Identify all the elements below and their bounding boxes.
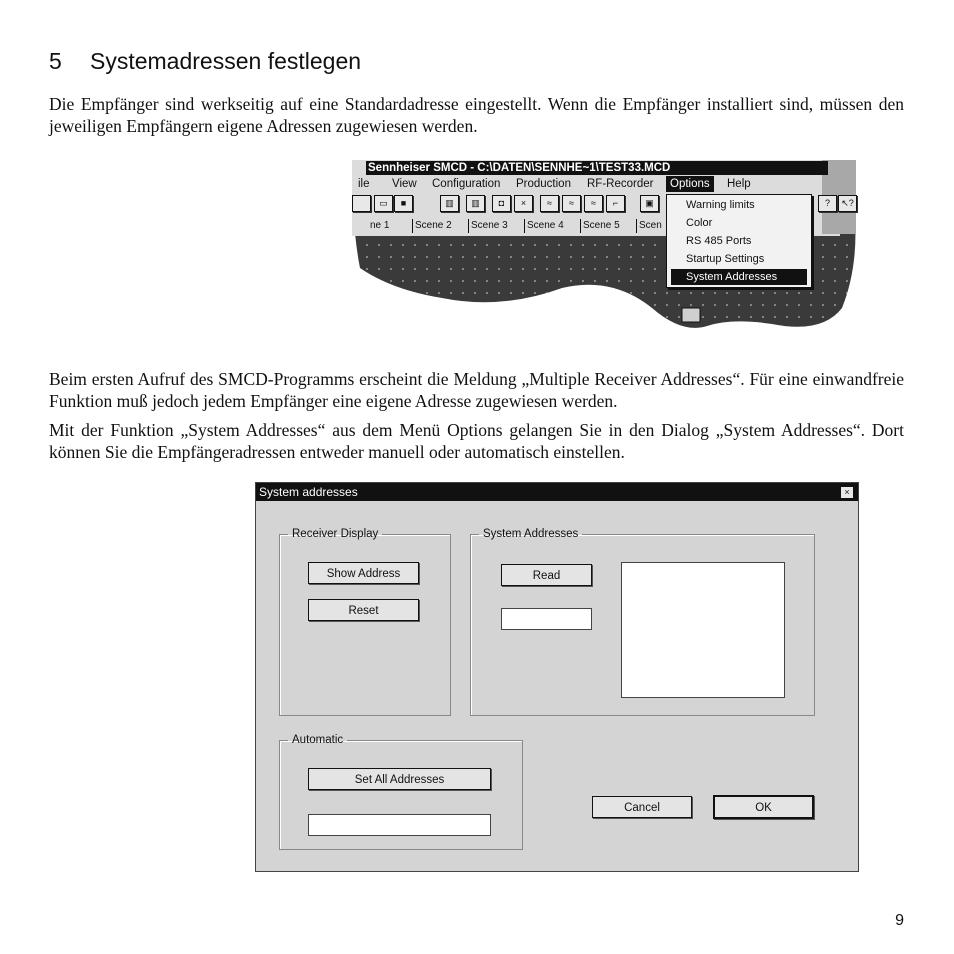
intro-paragraph: Die Empfänger sind werkseitig auf eine Standardadresse eingestellt. Wenn die Empfänger installiert sind, müssen den jeweiligen Empfängern eigene Adressen zugewiesen werden.: [49, 94, 904, 136]
address-listbox[interactable]: [621, 562, 785, 698]
context-help-icon[interactable]: ↖?: [838, 195, 857, 212]
dialog-title-bar: [256, 483, 858, 501]
tab-scene-3[interactable]: Scene 3: [468, 219, 508, 233]
receiver-pair-icon[interactable]: ▥: [466, 195, 485, 212]
menu-item-system-addresses[interactable]: System Addresses: [671, 269, 807, 285]
new-file-icon[interactable]: [352, 195, 371, 212]
tab-scene-1[interactable]: ne 1: [370, 220, 390, 231]
receiver-display-legend: Receiver Display: [292, 528, 379, 540]
app-title-bar: Sennheiser SMCD - C:\DATEN\SENNHE~1\TEST33.MCD: [366, 161, 828, 175]
chart2-icon[interactable]: ≈: [562, 195, 581, 212]
help-icon[interactable]: ?: [818, 195, 837, 212]
mute-icon[interactable]: ×: [514, 195, 533, 212]
receiver-icon[interactable]: ▥: [440, 195, 459, 212]
ok-button[interactable]: OK: [713, 795, 814, 819]
section-title: Systemadressen festlegen: [90, 48, 362, 74]
options-dropdown-menu: [666, 194, 812, 288]
menu-view[interactable]: View: [392, 178, 417, 190]
set-all-addresses-button[interactable]: Set All Addresses: [308, 768, 491, 790]
display-icon[interactable]: ▣: [640, 195, 659, 212]
menu-help[interactable]: Help: [727, 178, 751, 190]
menu-item-startup-settings[interactable]: Startup Settings: [686, 253, 765, 265]
function-paragraph: Mit der Funktion „System Addresses“ aus dem Menü Options gelangen Sie in den Dialog „System Addresses“. Dort können Sie die Empfängeradressen entweder manuell oder automatisch einstellen.: [49, 420, 904, 462]
system-addresses-dialog: [255, 482, 859, 872]
menu-configuration[interactable]: Configuration: [432, 178, 501, 190]
menu-item-color[interactable]: Color: [686, 217, 713, 229]
dialog-title: System addresses: [259, 485, 358, 499]
page-number: 9: [895, 912, 904, 929]
open-folder-icon[interactable]: ▭: [374, 195, 393, 212]
curve-icon[interactable]: ⌐: [606, 195, 625, 212]
menu-rf-recorder[interactable]: RF-Recorder: [587, 178, 654, 190]
close-icon[interactable]: ×: [840, 486, 854, 499]
address-field[interactable]: [501, 608, 592, 630]
reset-button[interactable]: Reset: [308, 599, 419, 621]
tab-scene-4[interactable]: Scene 4: [524, 219, 564, 233]
menu-production[interactable]: Production: [516, 178, 571, 190]
menu-options[interactable]: Options: [666, 176, 714, 192]
read-button[interactable]: Read: [501, 564, 592, 586]
menu-item-rs485-ports[interactable]: RS 485 Ports: [686, 235, 752, 247]
cancel-button[interactable]: Cancel: [592, 796, 692, 818]
automatic-status-field[interactable]: [308, 814, 491, 836]
section-heading: [49, 48, 361, 75]
chart-icon[interactable]: ≈: [540, 195, 559, 212]
first-start-paragraph: Beim ersten Aufruf des SMCD-Programms erscheint die Meldung „Multiple Receiver Addresses“. Für eine einwandfreie Funktion muß jedoch jedem Empfänger eine eigene Adresse zugewiesen werden.: [49, 369, 904, 411]
tab-scene-5[interactable]: Scene 5: [580, 219, 620, 233]
save-disk-icon[interactable]: ■: [394, 195, 413, 212]
automatic-legend: Automatic: [292, 734, 344, 746]
smcd-window-screenshot: [352, 158, 858, 332]
menu-item-warning-limits[interactable]: Warning limits: [686, 199, 755, 211]
monitor-icon[interactable]: ◘: [492, 195, 511, 212]
tab-scene-2[interactable]: Scene 2: [412, 219, 452, 233]
show-address-button[interactable]: Show Address: [308, 562, 419, 584]
menu-file[interactable]: ile: [358, 178, 370, 190]
system-addresses-legend: System Addresses: [483, 528, 579, 540]
receiver-display-group: [279, 528, 451, 716]
chart3-icon[interactable]: ≈: [584, 195, 603, 212]
section-number: 5: [49, 48, 62, 74]
tab-scene-6[interactable]: Scen: [636, 219, 662, 233]
